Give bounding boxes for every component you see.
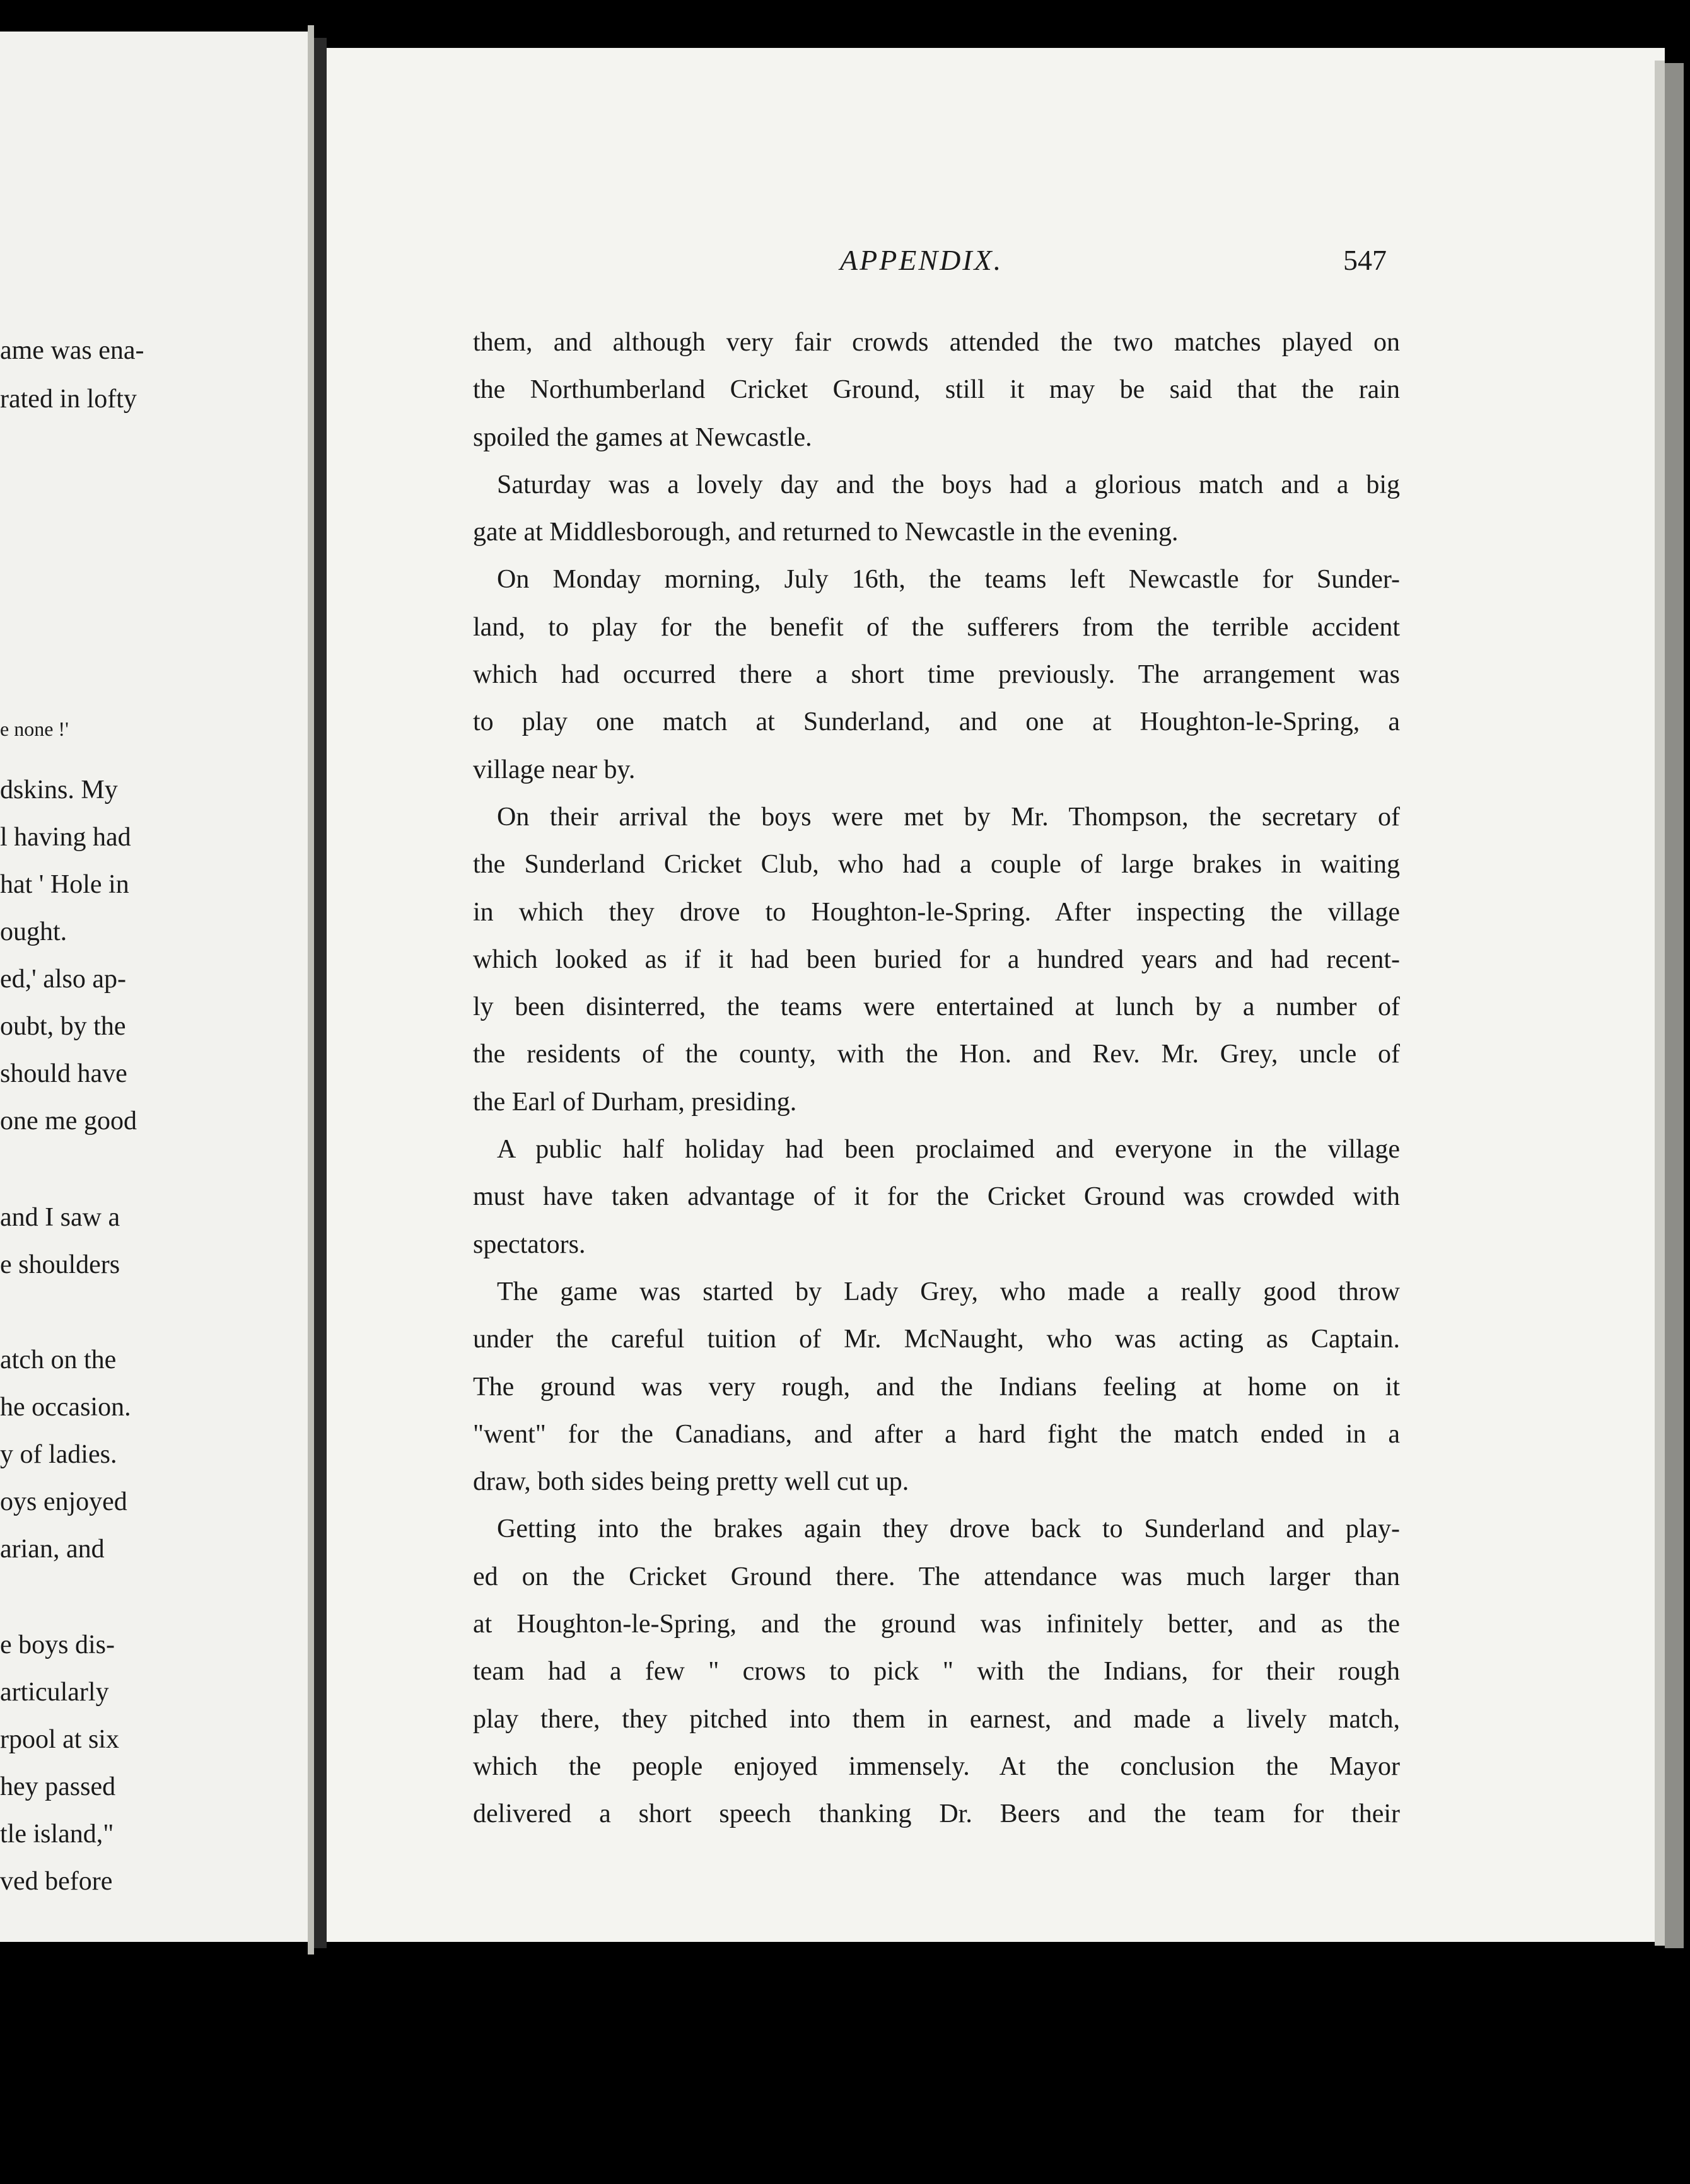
- left-page-line: ame was ena-: [0, 336, 144, 365]
- left-page-line: one me good: [0, 1107, 137, 1136]
- left-page-line: e shoulders: [0, 1250, 120, 1279]
- text-line: in which they drove to Houghton-le-Spring. After inspecting the village: [473, 897, 1400, 927]
- left-page-line: ed,' also ap-: [0, 965, 126, 994]
- text-line: the Northumberland Cricket Ground, still it may be said that the rain: [473, 375, 1400, 405]
- text-line: gate at Middlesborough, and returned to Newcastle in the evening.: [473, 518, 1179, 547]
- text-line: ly been disinterred, the teams were entertained at lunch by a number of: [473, 992, 1400, 1022]
- left-page-line: tle island,": [0, 1820, 114, 1849]
- left-page-fragment: [0, 32, 308, 1942]
- text-line: draw, both sides being pretty well cut up.: [473, 1467, 909, 1497]
- text-line: spoiled the games at Newcastle.: [473, 422, 812, 452]
- text-line: Saturday was a lovely day and the boys had a glorious match and a big: [497, 470, 1400, 499]
- text-line: under the careful tuition of Mr. McNaught, who was acting as Captain.: [473, 1325, 1400, 1354]
- left-page-line: oubt, by the: [0, 1012, 126, 1041]
- left-page-line: ought.: [0, 917, 67, 946]
- text-line: at Houghton-le-Spring, and the ground was infinitely better, and as the: [473, 1610, 1400, 1639]
- left-page-line: l having had: [0, 823, 131, 852]
- left-page-line: e none !': [0, 717, 69, 740]
- text-line: the Sunderland Cricket Club, who had a couple of large brakes in waiting: [473, 850, 1400, 880]
- text-line: land, to play for the benefit of the sufferers from the terrible accident: [473, 612, 1400, 642]
- text-line: On Monday morning, July 16th, the teams left Newcastle for Sunder-: [497, 565, 1400, 595]
- text-line: spectators.: [473, 1229, 586, 1259]
- left-page-edge: [308, 25, 314, 1955]
- left-page-line: and I saw a: [0, 1203, 120, 1232]
- text-line: the residents of the county, with the Hon. and Rev. Mr. Grey, uncle of: [473, 1040, 1400, 1069]
- page-number: 547: [1343, 244, 1387, 276]
- text-line: delivered a short speech thanking Dr. Beers and the team for their: [473, 1799, 1400, 1829]
- text-line: "went" for the Canadians, and after a hard fight the match ended in a: [473, 1419, 1400, 1449]
- text-line: which had occurred there a short time previously. The arrangement was: [473, 660, 1400, 690]
- left-page-line: arian, and: [0, 1535, 105, 1564]
- left-page-line: articularly: [0, 1678, 109, 1707]
- page-block-edge: [1665, 63, 1684, 1948]
- left-page-line: e boys dis-: [0, 1630, 115, 1659]
- left-page-line: ved before: [0, 1867, 113, 1896]
- text-line: Getting into the brakes again they drove back to Sunderland and play-: [497, 1514, 1400, 1544]
- left-page-line: rated in lofty: [0, 385, 137, 414]
- text-line: which looked as if it had been buried for a hundred years and had recent-: [473, 944, 1400, 974]
- text-line: play there, they pitched into them in earnest, and made a lively match,: [473, 1704, 1400, 1734]
- text-line: which the people enjoyed immensely. At the conclusion the Mayor: [473, 1751, 1400, 1781]
- text-line: village near by.: [473, 755, 636, 784]
- text-line: team had a few " crows to pick " with the Indians, for their rough: [473, 1657, 1400, 1687]
- text-line: the Earl of Durham, presiding.: [473, 1087, 797, 1117]
- left-page-line: dskins. My: [0, 775, 118, 804]
- left-page-line: he occasion.: [0, 1393, 131, 1422]
- page-edge: [1655, 61, 1665, 1946]
- left-page-line: oys enjoyed: [0, 1487, 127, 1516]
- text-line: to play one match at Sunderland, and one at Houghton-le-Spring, a: [473, 707, 1400, 737]
- text-line: A public half holiday had been proclaimed and everyone in the village: [497, 1135, 1400, 1165]
- left-page-line: rpool at six: [0, 1725, 119, 1754]
- left-page-line: hat ' Hole in: [0, 870, 129, 899]
- text-line: The game was started by Lady Grey, who made a really good throw: [497, 1277, 1400, 1306]
- text-line: them, and although very fair crowds attended the two matches played on: [473, 328, 1400, 357]
- running-header-title: APPENDIX.: [840, 244, 1003, 276]
- left-page-line: should have: [0, 1059, 127, 1088]
- text-line: The ground was very rough, and the Indians feeling at home on it: [473, 1372, 1400, 1402]
- text-line: On their arrival the boys were met by Mr. Thompson, the secretary of: [497, 802, 1400, 832]
- left-page-line: y of ladies.: [0, 1440, 117, 1469]
- left-page-line: hey passed: [0, 1772, 116, 1801]
- text-line: must have taken advantage of it for the Cricket Ground was crowded with: [473, 1182, 1400, 1212]
- page-body-text: [473, 319, 1400, 1838]
- text-line: ed on the Cricket Ground there. The attendance was much larger than: [473, 1562, 1400, 1591]
- book-gutter: [314, 38, 327, 1948]
- left-page-line: atch on the: [0, 1345, 117, 1374]
